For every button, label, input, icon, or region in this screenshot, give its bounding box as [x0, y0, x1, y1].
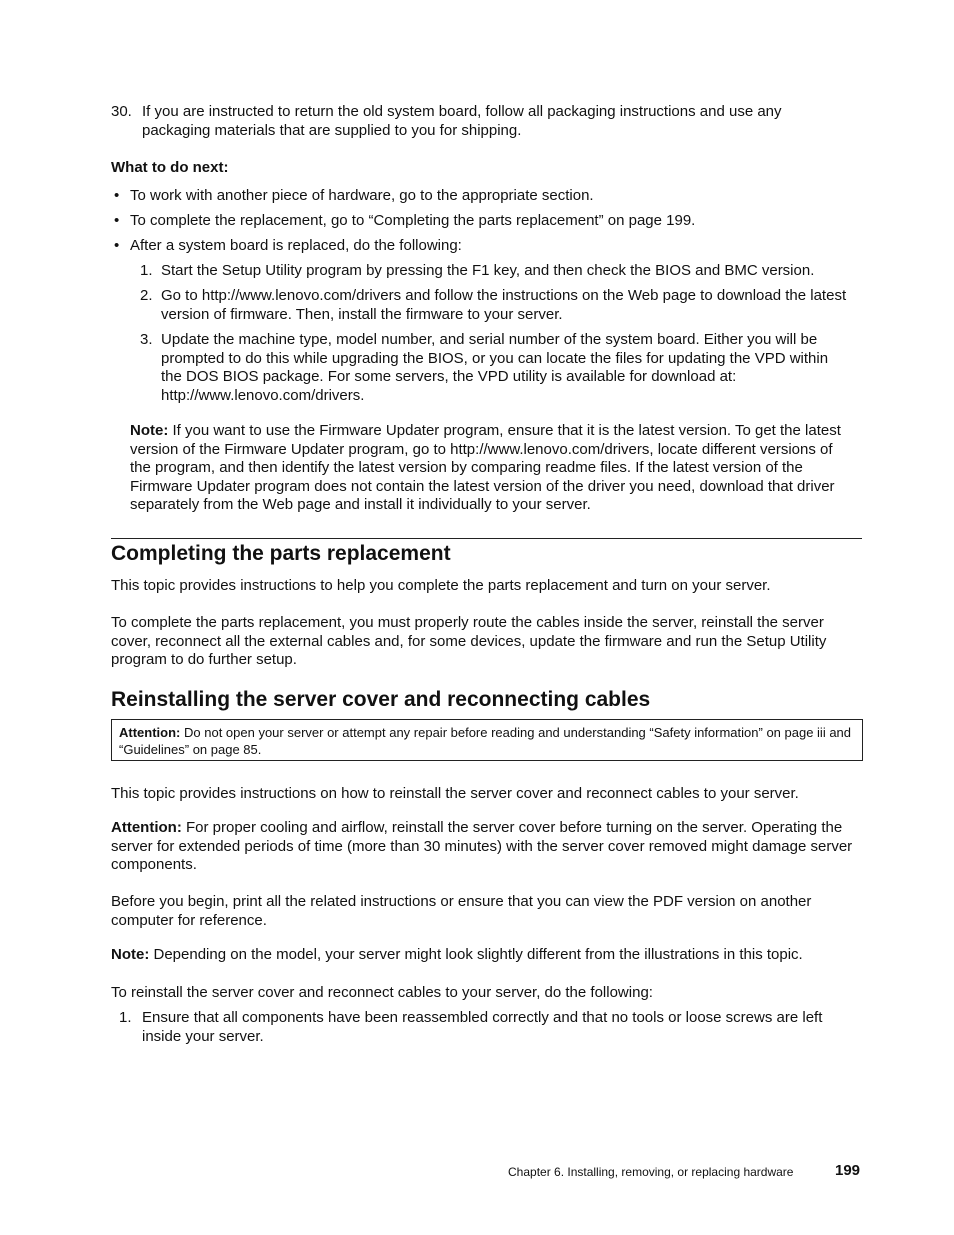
step-text: If you are instructed to return the old system board, follow all packaging instructions and use any packaging materials that are supplied to you for shipping. [142, 103, 782, 139]
attention-box [111, 719, 863, 761]
substep-1 [140, 262, 852, 281]
reinstall-attention [111, 819, 857, 875]
section-paragraph: To complete the parts replacement, you must properly route the cables inside the server, reinstall the server cover, reconnect all the external cables and, for some devices, update the firmware and run the Setup Utility program to do further setup. [111, 614, 827, 668]
note-text: If you want to use the Firmware Updater program, ensure that it is the latest version. To get the latest version of the Firmware Updater program, go to http://www.lenovo.com/drivers, locate different versions of the program, and then identify the latest version by comparing readme files. If the latest version of the Firmware Updater program does not contain the latest version of the driver you need, download that driver separately from the Web page and install it individually to your server. [130, 422, 841, 513]
step-number: 30. [111, 103, 132, 120]
note-label: Note: [111, 946, 150, 963]
page-number: 199 [835, 1162, 861, 1179]
reinstall-intro: This topic provides instructions on how to reinstall the server cover and reconnect cables to your server. [111, 785, 799, 802]
subsection-title: Reinstalling the server cover and reconnecting cables [111, 688, 651, 711]
reinstall-note [111, 946, 861, 965]
substep-number: 1. [140, 262, 153, 279]
section-title: Completing the parts replacement [111, 542, 451, 565]
attention-label: Attention: [119, 725, 181, 740]
footer-chapter: Chapter 6. Installing, removing, or replacing hardware [508, 1165, 794, 1179]
what-next-heading: What to do next: [111, 159, 229, 176]
substep-number: 2. [140, 287, 153, 304]
substep-3 [140, 331, 840, 405]
attention-label: Attention: [111, 819, 182, 836]
attention-text: For proper cooling and airflow, reinstall the server cover before turning on the server. Operating the server for extended periods of time (more than 30 minutes) with the server cover removed might damage server components. [111, 819, 853, 873]
bullet-text: After a system board is replaced, do the following: [130, 237, 462, 254]
reinstall-step-1 [119, 1009, 844, 1046]
substep-text: Go to http://www.lenovo.com/drivers and follow the instructions on the Web page to download the latest version of firmware. Then, install the firmware to your server. [161, 287, 847, 323]
note-label: Note: [130, 422, 169, 439]
attention-text: Do not open your server or attempt any repair before reading and understanding “Safety information” on page iii and “Guidelines” on page 85. [119, 725, 852, 757]
note-text: Depending on the model, your server might look slightly different from the illustrations in this topic. [153, 946, 803, 963]
bullet-text: To complete the replacement, go to “Completing the parts replacement” on page 199. [130, 212, 696, 229]
section-divider [111, 538, 862, 539]
reinstall-steps-intro: To reinstall the server cover and reconnect cables to your server, do the following: [111, 984, 653, 1001]
step-text: Ensure that all components have been reassembled correctly and that no tools or loose screws are left inside your server. [142, 1009, 823, 1045]
substep-text: Update the machine type, model number, and serial number of the system board. Either you will be prompted to do this while upgrading the BIOS, or you can locate the files for updating the VPD within the DOS BIOS package. For some servers, the VPD utility is available for download at: http://www.lenovo.com/drivers. [161, 331, 829, 404]
substep-number: 3. [140, 331, 153, 348]
step-number: 1. [119, 1009, 132, 1026]
bullet-icon: • [114, 237, 120, 254]
bullet-icon: • [114, 212, 120, 229]
step-30 [111, 103, 851, 140]
firmware-note [130, 422, 846, 515]
bullet-text: To work with another piece of hardware, go to the appropriate section. [130, 187, 594, 204]
substep-2 [140, 287, 852, 324]
substep-text: Start the Setup Utility program by pressing the F1 key, and then check the BIOS and BMC version. [161, 262, 815, 279]
reinstall-before: Before you begin, print all the related instructions or ensure that you can view the PDF version on another computer for reference. [111, 893, 812, 929]
section-paragraph: This topic provides instructions to help you complete the parts replacement and turn on your server. [111, 577, 771, 594]
bullet-icon: • [114, 187, 120, 204]
